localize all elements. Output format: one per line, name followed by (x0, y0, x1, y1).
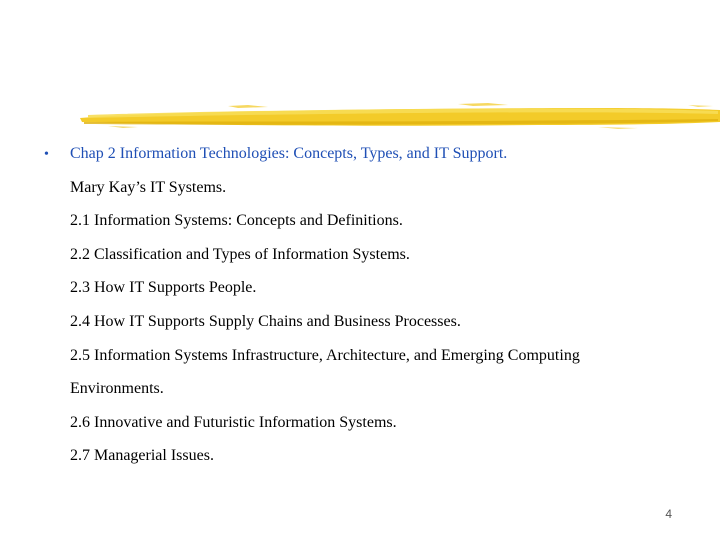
text-line: 2.6 Innovative and Futuristic Information Systems. (70, 413, 397, 431)
yellow-brush-stroke-divider (78, 100, 720, 132)
slide-content (70, 143, 700, 479)
text-line: 2.3 How IT Supports People. (70, 279, 257, 297)
text-line: 2.2 Classification and Types of Information Systems. (70, 245, 410, 263)
text-line: Mary Kay’s IT Systems. (70, 178, 227, 196)
text-line: 2.7 Managerial Issues. (70, 447, 214, 465)
text-line: 2.4 How IT Supports Supply Chains and Business Processes. (70, 312, 461, 330)
chapter-heading: Chap 2 Information Technologies: Concepts, Types, and IT Support. (70, 145, 508, 162)
bullet-icon: • (44, 147, 49, 162)
text-line: Environments. (70, 380, 164, 398)
text-line: 2.5 Information Systems Infrastructure, Architecture, and Emerging Computing (70, 346, 580, 364)
text-line: 2.1 Information Systems: Concepts and Definitions. (70, 212, 403, 230)
page-number: 4 (665, 507, 672, 521)
